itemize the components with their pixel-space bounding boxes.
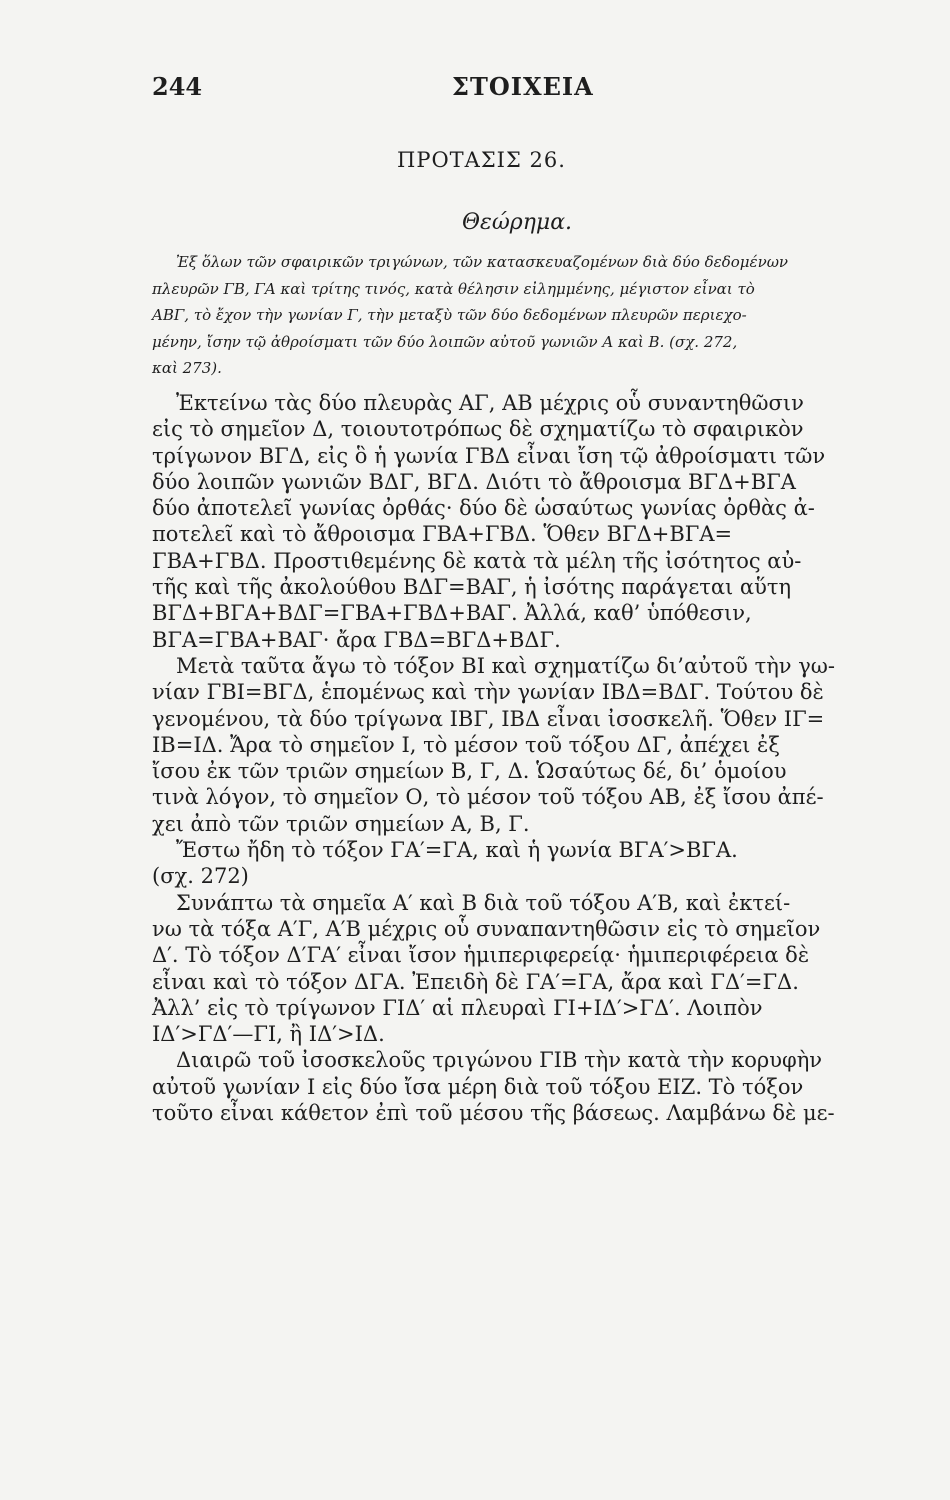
body-line: Δ′. Τὸ τόξον Δ′ΓΑ′ εἶναι ἴσον ἡμιπεριφερείᾳ· ἡμιπεριφέρεια δὲ bbox=[152, 943, 810, 968]
body-line: δύο λοιπῶν γωνιῶν ΒΔΓ, ΒΓΔ. Διότι τὸ ἄθροισμα ΒΓΔ+ΒΓΑ bbox=[152, 469, 796, 494]
body-line: ποτελεῖ καὶ τὸ ἄθροισμα ΓΒΑ+ΓΒΔ. Ὅθεν ΒΓΔ+ΒΓΑ= bbox=[152, 522, 733, 547]
body-line: ΙΒ=ΙΔ. Ἄρα τὸ σημεῖον Ι, τὸ μέσον τοῦ τόξου ΔΓ, ἀπέχει ἐξ bbox=[152, 732, 780, 757]
body-line: Ἀλλ’ εἰς τὸ τρίγωνον ΓΙΔ′ αἱ πλευραὶ ΓΙ+ΙΔ′>ΓΔ′. Λοιπὸν bbox=[152, 995, 763, 1020]
body-line: τινὰ λόγον, τὸ σημεῖον Ο, τὸ μέσον τοῦ τόξου ΑΒ, ἐξ ἴσου ἀπέ- bbox=[152, 785, 824, 810]
body-line: εἰς τὸ σημεῖον Δ, τοιουτοτρόπως δὲ σχηματίζω τὸ σφαιρικὸν bbox=[152, 417, 804, 442]
body-line: ΓΒΑ+ΓΒΔ. Προστιθεμένης δὲ κατὰ τὰ μέλη τῆς ἰσότητος αὐ- bbox=[152, 548, 802, 573]
body-line: αὐτοῦ γωνίαν Ι εἰς δύο ἴσα μέρη διὰ τοῦ τόξου ΕΙΖ. Τὸ τόξον bbox=[152, 1074, 804, 1099]
enunciation-line: Ἐξ ὅλων τῶν σφαιρικῶν τριγώνων, τῶν κατασκευαζομένων διὰ δύο δεδομένων bbox=[176, 253, 789, 271]
enunciation-line: ΑΒΓ, τὸ ἔχον τὴν γωνίαν Γ, τὴν μεταξὺ τῶν δύο δεδομένων πλευρῶν περιεχο- bbox=[152, 306, 747, 325]
enunciation-line: μένην, ἴσην τῷ ἀθροίσματι τῶν δύο λοιπῶν αὐτοῦ γωνιῶν Α καὶ Β. (σχ. 272, bbox=[152, 332, 738, 351]
running-title: ΣΤΟΙΧΕΙΑ bbox=[452, 72, 594, 101]
body-line: εἶναι καὶ τὸ τόξον ΔΓΑ. Ἐπειδὴ δὲ ΓΑ′=ΓΑ, ἄρα καὶ ΓΔ′=ΓΔ. bbox=[152, 969, 799, 994]
body-line: νίαν ΓΒΙ=ΒΓΔ, ἑπομένως καὶ τὴν γωνίαν ΙΒΔ=ΒΔΓ. Τούτου δὲ bbox=[152, 680, 824, 705]
body-line: τοῦτο εἶναι κάθετον ἐπὶ τοῦ μέσου τῆς βάσεως. Λαμβάνω δὲ με- bbox=[152, 1100, 835, 1125]
body-line: δύο ἀποτελεῖ γωνίας ὀρθάς· δύο δὲ ὡσαύτως γωνίας ὀρθὰς ἀ- bbox=[152, 496, 815, 521]
book-page bbox=[152, 64, 892, 1126]
body-line: τῆς καὶ τῆς ἀκολούθου ΒΔΓ=ΒΑΓ, ἡ ἰσότης παράγεται αὕτη bbox=[152, 575, 792, 600]
proposition-title: ΠΡΟΤΑΣΙΣ 26. bbox=[397, 148, 566, 172]
body-line: ΙΔ′>ΓΔ′—ΓΙ, ἢ ΙΔ′>ΙΔ. bbox=[152, 1022, 385, 1047]
enunciation-line: καὶ 273). bbox=[152, 359, 222, 378]
proposition-subtitle: Θεώρημα. bbox=[462, 210, 573, 235]
body-line: χει ἀπὸ τῶν τριῶν σημείων Α, Β, Γ. bbox=[152, 811, 530, 836]
body-line: ΒΓΔ+ΒΓΑ+ΒΔΓ=ΓΒΑ+ΓΒΔ+ΒΑΓ. Ἀλλά, καθ’ ὑπόθεσιν, bbox=[152, 601, 752, 626]
body-line: Ἐκτείνω τὰς δύο πλευρὰς ΑΓ, ΑΒ μέχρις οὗ συναντηθῶσιν bbox=[176, 390, 804, 415]
body-line: τρίγωνον ΒΓΔ, εἰς ὃ ἡ γωνία ΓΒΔ εἶναι ἴση τῷ ἀθροίσματι τῶν bbox=[152, 443, 826, 468]
body-line: (σχ. 272) bbox=[152, 864, 249, 889]
body-line: Διαιρῶ τοῦ ἰσοσκελοῦς τριγώνου ΓΙΒ τὴν κατὰ τὴν κορυφὴν bbox=[176, 1048, 823, 1073]
enunciation-line: πλευρῶν ΓΒ, ΓΑ καὶ τρίτης τινός, κατὰ θέλησιν εἰλημμένης, μέγιστον εἶναι τὸ bbox=[152, 279, 755, 298]
page-number: 244 bbox=[152, 72, 203, 101]
theorem-enunciation bbox=[152, 249, 892, 382]
proof-body bbox=[152, 390, 892, 1126]
body-line: ΒΓΑ=ΓΒΑ+ΒΑΓ· ἄρα ΓΒΔ=ΒΓΔ+ΒΔΓ. bbox=[152, 627, 561, 652]
body-line: ἴσου ἐκ τῶν τριῶν σημείων Β, Γ, Δ. Ὡσαύτως δέ, δι’ ὁμοίου bbox=[152, 759, 787, 784]
body-line: γενομένου, τὰ δύο τρίγωνα ΙΒΓ, ΙΒΔ εἶναι ἰσοσκελῆ. Ὅθεν ΙΓ= bbox=[152, 706, 825, 731]
body-line: Μετὰ ταῦτα ἄγω τὸ τόξον ΒΙ καὶ σχηματίζω δι’αὐτοῦ τὴν γω- bbox=[176, 653, 836, 678]
body-line: νω τὰ τόξα Α′Γ, Α′Β μέχρις οὗ συναπαντηθῶσιν εἰς τὸ σημεῖον bbox=[152, 916, 821, 941]
body-line: Συνάπτω τὰ σημεῖα Α′ καὶ Β διὰ τοῦ τόξου Α′Β, καὶ ἐκτεί- bbox=[176, 890, 791, 915]
running-head bbox=[152, 64, 892, 110]
body-line: Ἔστω ἤδη τὸ τόξον ΓΑ′=ΓΑ, καὶ ἡ γωνία ΒΓΑ′>ΒΓΑ. bbox=[176, 838, 738, 863]
